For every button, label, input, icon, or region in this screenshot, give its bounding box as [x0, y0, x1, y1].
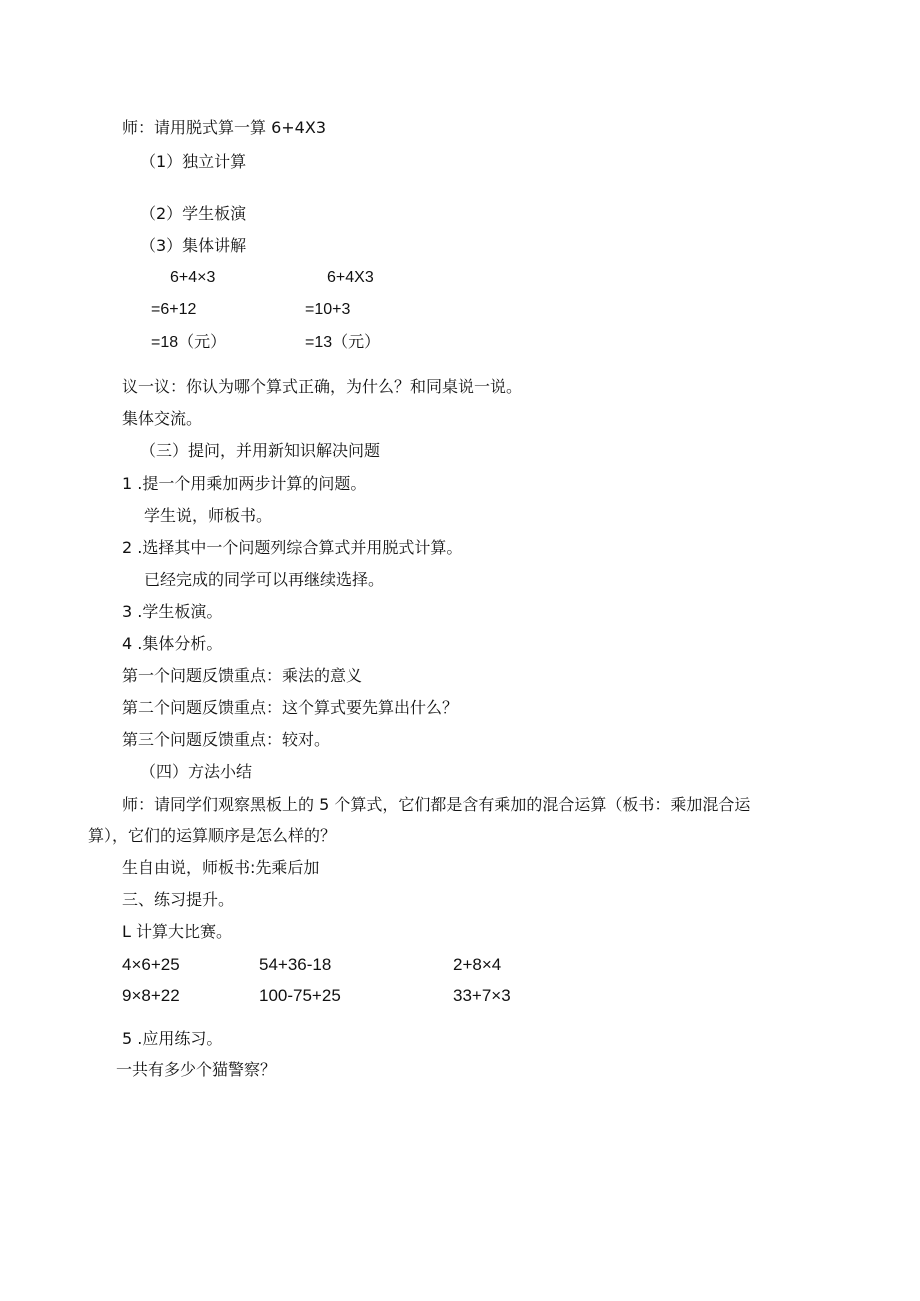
item-5: 5 .应用练习。: [122, 1029, 223, 1048]
calc-right-line-3: =13（元）: [305, 334, 381, 351]
part-three-heading: 三、练习提升。: [122, 890, 235, 909]
item-3: 3 .学生板演。: [122, 602, 223, 621]
step-student-board: （2）学生板演: [140, 204, 247, 223]
item-1-note: 学生说，师板书。: [144, 506, 273, 525]
exercise-r1c3: 2+8×4: [453, 955, 502, 974]
exercise-r2c1: 9×8+22: [122, 986, 180, 1005]
item-2-note: 已经完成的同学可以再继续选择。: [144, 570, 385, 589]
calc-left-line-1: 6+4×3: [170, 269, 216, 286]
section-four-heading: （四）方法小结: [140, 762, 253, 781]
item-1: 1 .提一个用乘加两步计算的问题。: [122, 474, 367, 493]
summary-paragraph-line-1: 师：请同学们观察黑板上的 5 个算式，它们都是含有乘加的混合运算（板书：乘加混合运: [122, 795, 751, 814]
section-three-heading: （三）提问，并用新知识解决问题: [140, 441, 381, 460]
feedback-2: 第二个问题反馈重点：这个算式要先算出什么？: [122, 698, 459, 717]
exercise-r2c3: 33+7×3: [453, 986, 511, 1005]
feedback-3: 第三个问题反馈重点：较对。: [122, 730, 331, 749]
contest-heading: L 计算大比赛。: [122, 922, 233, 941]
exercise-r2c2: 100-75+25: [259, 986, 341, 1005]
item-2: 2 .选择其中一个问题列综合算式并用脱式计算。: [122, 538, 463, 557]
discussion-prompt: 议一议：你认为哪个算式正确，为什么？和同桌说一说。: [122, 377, 523, 396]
summary-paragraph-line-2: 算），它们的运算顺序是怎么样的？: [88, 826, 337, 845]
step-group-explain: （3）集体讲解: [140, 236, 247, 255]
application-question: 一共有多少个猫警察？: [116, 1060, 277, 1079]
calc-left-line-3: =18（元）: [151, 334, 227, 351]
calc-right-line-2: =10+3: [305, 301, 351, 318]
calc-right-line-1: 6+4X3: [327, 269, 374, 286]
exercise-r1c2: 54+36-18: [259, 955, 332, 974]
item-4: 4 .集体分析。: [122, 634, 223, 653]
feedback-1: 第一个问题反馈重点：乘法的意义: [122, 666, 363, 685]
exercise-r1c1: 4×6+25: [122, 955, 180, 974]
teacher-prompt: 师：请用脱式算一算 6+4X3: [122, 118, 326, 137]
step-independent-calc: （1）独立计算: [140, 152, 247, 171]
calc-left-line-2: =6+12: [151, 301, 197, 318]
group-exchange: 集体交流。: [122, 409, 203, 428]
student-response: 生自由说，师板书:先乘后加: [122, 858, 320, 877]
